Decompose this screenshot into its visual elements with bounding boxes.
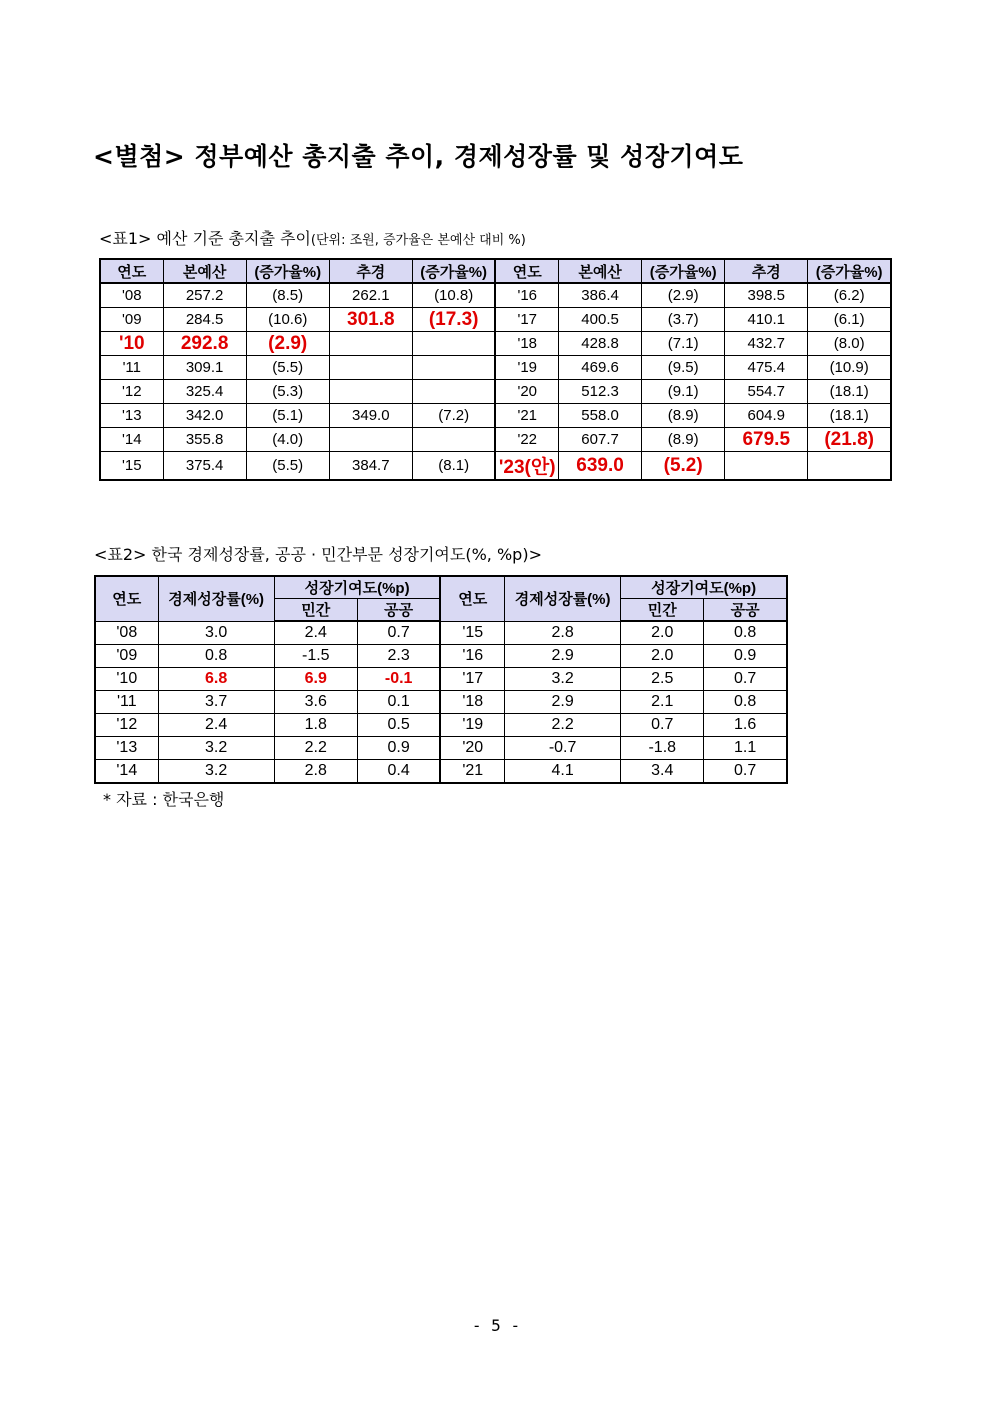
table1-cell: (5.3) — [246, 380, 329, 404]
table1-cell: (9.1) — [642, 380, 725, 404]
table1-cell: (10.8) — [412, 283, 495, 308]
table1-cell: (17.3) — [412, 308, 495, 332]
table1-cell: (21.8) — [808, 428, 891, 452]
table2-cell: '09 — [95, 645, 158, 668]
table2-cell: 2.9 — [505, 691, 621, 714]
table2-cell: '19 — [440, 714, 504, 737]
table2-cell: 3.6 — [274, 691, 357, 714]
table-row — [100, 404, 891, 428]
table-row — [95, 668, 787, 691]
table2-cell: 0.7 — [357, 621, 440, 645]
table2-cell: 2.3 — [357, 645, 440, 668]
table2-cell: -0.7 — [505, 737, 621, 760]
table1-cell — [808, 452, 891, 481]
table-row — [100, 356, 891, 380]
table1-cell: '23(안) — [495, 452, 558, 481]
table1-cell: 475.4 — [725, 356, 808, 380]
table2-cell: 2.1 — [621, 691, 704, 714]
table1-cell: 384.7 — [329, 452, 412, 481]
table1-cell: (9.5) — [642, 356, 725, 380]
table2-cell: 1.1 — [704, 737, 787, 760]
table2-cell: 2.9 — [505, 645, 621, 668]
table1-cell: '10 — [100, 332, 163, 356]
table2-cell: 1.6 — [704, 714, 787, 737]
table1-header: (증가율%) — [412, 259, 495, 283]
table1-caption — [99, 226, 526, 249]
table1-header: (증가율%) — [642, 259, 725, 283]
table2-cell: 0.4 — [357, 760, 440, 784]
table2-cell: 3.2 — [158, 737, 274, 760]
table2-cell: '20 — [440, 737, 504, 760]
table2-header-growth: 경제성장률(%) — [158, 576, 274, 621]
table1-cell: 558.0 — [559, 404, 642, 428]
table2-cell: 0.9 — [357, 737, 440, 760]
table2-cell: -1.8 — [621, 737, 704, 760]
table2-cell: 2.4 — [274, 621, 357, 645]
table1-cell: (6.2) — [808, 283, 891, 308]
table2-cell: 1.8 — [274, 714, 357, 737]
table2-cell: 3.2 — [158, 760, 274, 784]
table2-cell: 4.1 — [505, 760, 621, 784]
table1-cell: '18 — [495, 332, 558, 356]
table2-cell: -1.5 — [274, 645, 357, 668]
table1-cell: 512.3 — [559, 380, 642, 404]
table2-header-row — [95, 576, 787, 599]
table2-header-public: 공공 — [357, 599, 440, 622]
table-row — [95, 714, 787, 737]
table-row — [95, 645, 787, 668]
table1-cell: (8.5) — [246, 283, 329, 308]
table1-cell: 301.8 — [329, 308, 412, 332]
table1-cell — [329, 332, 412, 356]
table1-cell — [725, 452, 808, 481]
table2-cell: 6.8 — [158, 668, 274, 691]
table2-cell: 0.8 — [158, 645, 274, 668]
table1-cell: '13 — [100, 404, 163, 428]
page-number: - 5 - — [471, 1316, 521, 1335]
table2-cell: 0.1 — [357, 691, 440, 714]
table1-header: 본예산 — [163, 259, 246, 283]
table-row — [95, 691, 787, 714]
table1-header: 추경 — [725, 259, 808, 283]
table2-cell: '10 — [95, 668, 158, 691]
table2-cell: 2.2 — [274, 737, 357, 760]
table1-cell: 428.8 — [559, 332, 642, 356]
table-row — [100, 452, 891, 481]
table1-cell: 432.7 — [725, 332, 808, 356]
table1-cell: 554.7 — [725, 380, 808, 404]
table-row — [95, 760, 787, 784]
table1-cell: 679.5 — [725, 428, 808, 452]
table2-header-contribution: 성장기여도(%p) — [274, 576, 440, 599]
table1-cell: 262.1 — [329, 283, 412, 308]
table2-header-year: 연도 — [440, 576, 504, 621]
table2-cell: 0.5 — [357, 714, 440, 737]
table1-cell — [412, 356, 495, 380]
table1-cell — [329, 380, 412, 404]
table1-cell: (6.1) — [808, 308, 891, 332]
table-row — [95, 737, 787, 760]
table1-cell: (10.9) — [808, 356, 891, 380]
table2-cell: 3.7 — [158, 691, 274, 714]
table2-header-private: 민간 — [621, 599, 704, 622]
table2-cell: 2.0 — [621, 645, 704, 668]
table2-caption: <표2> 한국 경제성장률, 공공 · 민간부문 성장기여도(%, %p)> — [94, 545, 542, 564]
table-row — [100, 380, 891, 404]
table1-cell: 292.8 — [163, 332, 246, 356]
growth-contribution-table — [94, 575, 788, 784]
table2-cell: '17 — [440, 668, 504, 691]
table1-cell: '12 — [100, 380, 163, 404]
table1-cell: (7.1) — [642, 332, 725, 356]
table1-cell: 284.5 — [163, 308, 246, 332]
table2-cell: 0.7 — [621, 714, 704, 737]
table1-cell — [412, 428, 495, 452]
table1-cell: 410.1 — [725, 308, 808, 332]
table1-cell — [329, 356, 412, 380]
table1-header: 추경 — [329, 259, 412, 283]
table1-cell: 349.0 — [329, 404, 412, 428]
table2-header-year: 연도 — [95, 576, 158, 621]
table1-cell — [329, 428, 412, 452]
table2-cell: 2.8 — [274, 760, 357, 784]
document-title: <별첨> 정부예산 총지출 추이, 경제성장률 및 성장기여도 — [93, 142, 744, 171]
table2-cell: 2.2 — [505, 714, 621, 737]
table1-cell: '16 — [495, 283, 558, 308]
table1-cell: 386.4 — [559, 283, 642, 308]
table2-cell: 0.7 — [704, 668, 787, 691]
table1-cell: '14 — [100, 428, 163, 452]
table1-header: 본예산 — [559, 259, 642, 283]
table2-cell: '11 — [95, 691, 158, 714]
table1-cell: (3.7) — [642, 308, 725, 332]
table1-cell: (5.5) — [246, 356, 329, 380]
table1-cell: '22 — [495, 428, 558, 452]
table2-header-contribution: 성장기여도(%p) — [621, 576, 787, 599]
table2-header-growth: 경제성장률(%) — [505, 576, 621, 621]
source-note: * 자료 : 한국은행 — [103, 790, 225, 809]
table2-cell: 6.9 — [274, 668, 357, 691]
table1-header-row — [100, 259, 891, 283]
table1-cell: '20 — [495, 380, 558, 404]
table2-cell: 3.0 — [158, 621, 274, 645]
table1-cell: (7.2) — [412, 404, 495, 428]
table1-caption-unit: (단위: 조원, 증가율은 본예산 대비 %) — [310, 233, 526, 248]
table-row — [100, 308, 891, 332]
table2-cell: '13 — [95, 737, 158, 760]
table1-cell: '19 — [495, 356, 558, 380]
table2-header-public: 공공 — [704, 599, 787, 622]
table-row — [100, 283, 891, 308]
table-row — [95, 621, 787, 645]
table1-cell: (8.9) — [642, 428, 725, 452]
table2-cell: '15 — [440, 621, 504, 645]
table1-cell: (5.2) — [642, 452, 725, 481]
table1-cell — [412, 380, 495, 404]
table1-cell: (8.9) — [642, 404, 725, 428]
table1-cell: 400.5 — [559, 308, 642, 332]
table1-cell: 325.4 — [163, 380, 246, 404]
table1-cell: 342.0 — [163, 404, 246, 428]
table2-cell: 0.7 — [704, 760, 787, 784]
table1-cell: 604.9 — [725, 404, 808, 428]
table1-cell: (5.1) — [246, 404, 329, 428]
table2-cell: '08 — [95, 621, 158, 645]
table2-cell: 3.4 — [621, 760, 704, 784]
table1-cell: '11 — [100, 356, 163, 380]
table1-cell: '21 — [495, 404, 558, 428]
table2-cell: '18 — [440, 691, 504, 714]
table1-cell: 375.4 — [163, 452, 246, 481]
table1-header: (증가율%) — [246, 259, 329, 283]
table2-header-private: 민간 — [274, 599, 357, 622]
table1-cell: 257.2 — [163, 283, 246, 308]
table2-cell: -0.1 — [357, 668, 440, 691]
table1-header: 연도 — [495, 259, 558, 283]
table1-cell: (8.1) — [412, 452, 495, 481]
table2-cell: 0.8 — [704, 621, 787, 645]
budget-expenditure-table — [99, 258, 892, 481]
table1-cell: (18.1) — [808, 380, 891, 404]
table1-cell: 309.1 — [163, 356, 246, 380]
table-row — [100, 332, 891, 356]
table1-cell: (8.0) — [808, 332, 891, 356]
table2-cell: 0.8 — [704, 691, 787, 714]
table1-cell: '08 — [100, 283, 163, 308]
table1-caption-main: <표1> 예산 기준 총지출 추이 — [99, 229, 311, 248]
table1-header: (증가율%) — [808, 259, 891, 283]
table-row — [100, 428, 891, 452]
table1-cell: (10.6) — [246, 308, 329, 332]
table1-cell: '15 — [100, 452, 163, 481]
table2-cell: 2.4 — [158, 714, 274, 737]
table2-cell: 3.2 — [505, 668, 621, 691]
table1-cell: 398.5 — [725, 283, 808, 308]
table2-cell: '21 — [440, 760, 504, 784]
table1-cell: 607.7 — [559, 428, 642, 452]
table1-cell: 639.0 — [559, 452, 642, 481]
table2-cell: 0.9 — [704, 645, 787, 668]
table2-cell: '16 — [440, 645, 504, 668]
table1-cell: '09 — [100, 308, 163, 332]
table2-cell: 2.8 — [505, 621, 621, 645]
table2-cell: '14 — [95, 760, 158, 784]
table2-cell: 2.0 — [621, 621, 704, 645]
table1-cell: (2.9) — [246, 332, 329, 356]
table1-header: 연도 — [100, 259, 163, 283]
table1-cell: '17 — [495, 308, 558, 332]
table1-cell: 469.6 — [559, 356, 642, 380]
table1-cell: 355.8 — [163, 428, 246, 452]
table1-cell: (2.9) — [642, 283, 725, 308]
table1-cell: (5.5) — [246, 452, 329, 481]
table1-cell — [412, 332, 495, 356]
table2-cell: '12 — [95, 714, 158, 737]
table1-cell: (4.0) — [246, 428, 329, 452]
table1-cell: (18.1) — [808, 404, 891, 428]
table2-cell: 2.5 — [621, 668, 704, 691]
